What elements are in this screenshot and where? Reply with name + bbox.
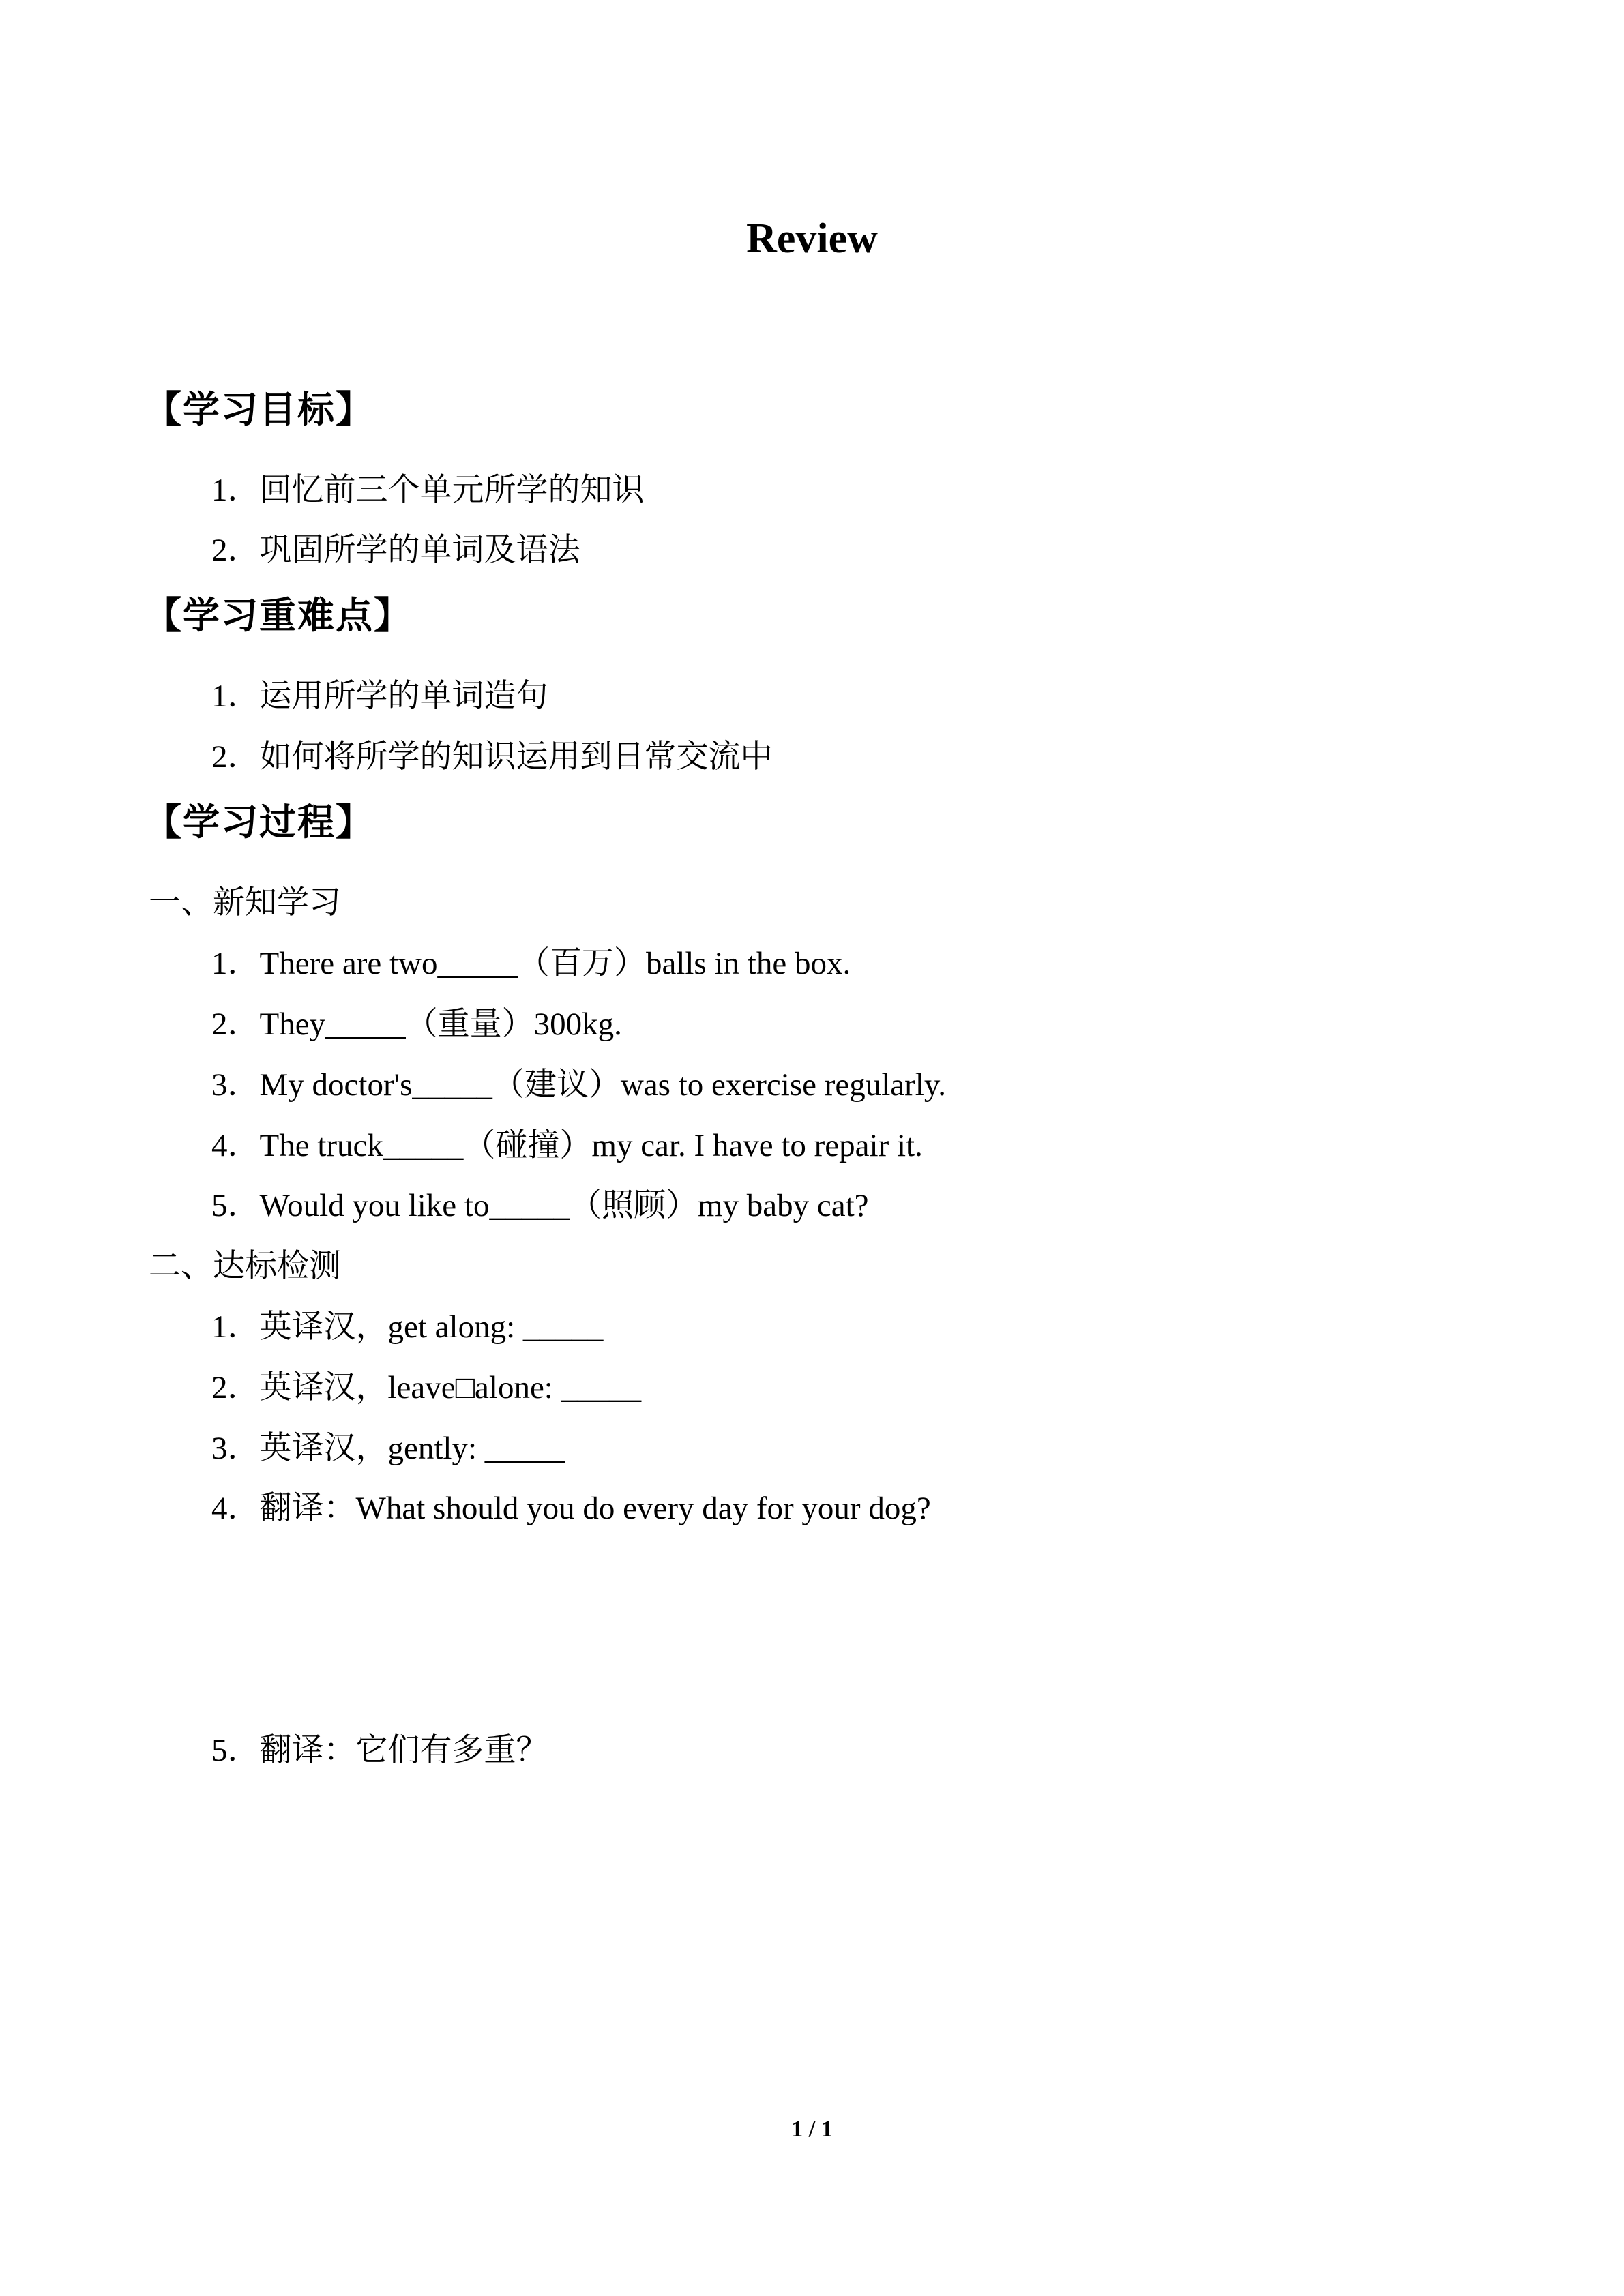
part1-item-3: 3．My doctor's_____（建议）was to exercise regularly.: [211, 1067, 947, 1103]
section-heading-key-points: 【学习重难点】: [145, 595, 412, 636]
part1-item-1: 1．There are two_____（百万）balls in the box.: [211, 946, 851, 981]
part1-label: 一、新知学习: [149, 885, 341, 921]
key-point-item-1: 1．运用所学的单词造句: [211, 679, 548, 714]
page-number: 1 / 1: [791, 2117, 833, 2142]
goal-item-1: 1．回忆前三个单元所学的知识: [211, 473, 645, 508]
goal-item-2: 2．巩固所学的单词及语法: [211, 533, 580, 568]
section-heading-goals: 【学习目标】: [145, 389, 374, 430]
part2-item-5: 5．翻译：它们有多重？: [211, 1733, 548, 1768]
part2-item-1: 1．英译汉，get along: _____: [211, 1309, 604, 1345]
part1-item-4: 4．The truck_____（碰撞）my car. I have to repair it.: [211, 1128, 923, 1163]
part2-item-2: 2．英译汉，leave□alone: _____: [211, 1370, 642, 1405]
section-heading-process: 【学习过程】: [145, 802, 374, 843]
key-point-item-2: 2．如何将所学的知识运用到日常交流中: [211, 739, 773, 775]
part2-item-4: 4．翻译：What should you do every day for your dog?: [211, 1491, 931, 1526]
part2-item-3: 3．英译汉，gently: _____: [211, 1431, 565, 1466]
part2-label: 二、达标检测: [149, 1249, 341, 1284]
page-title: Review: [746, 215, 878, 262]
part1-item-2: 2．They_____（重量）300kg.: [211, 1007, 622, 1042]
part1-item-5: 5．Would you like to_____（照顾）my baby cat?: [211, 1188, 869, 1223]
